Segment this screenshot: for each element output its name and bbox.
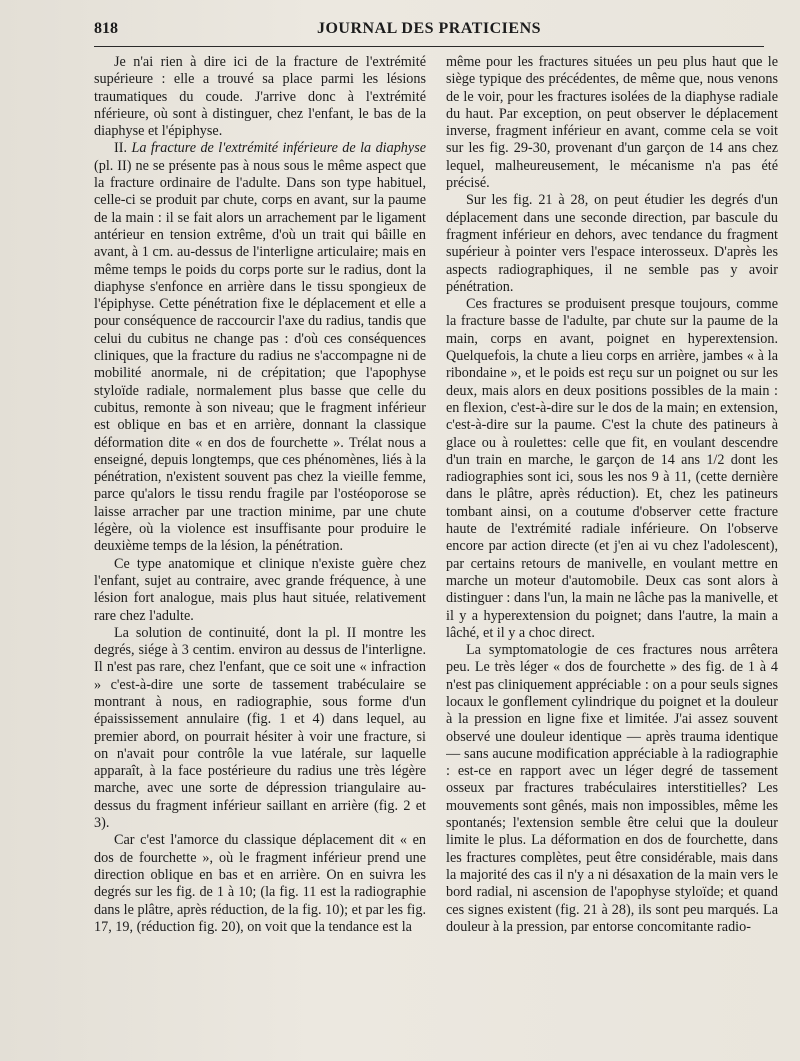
right-column bbox=[446, 54, 778, 1054]
section-heading: La fracture de l'extrémité inférieure de la diaphyse bbox=[131, 140, 426, 157]
paragraph: La solution de continuité, dont la pl. II montre les degrés, siége à 3 centim. environ au dessus de l'interligne. Il n'est pas rare, chez l'enfant, que ce soit une « infraction » c'est-à-dire une sorte de tassement trabéculaire se montrant à nous, en radiographie, sous forme d'un épaississement annulaire (fig. 1 et 4) dans lequel, au premier abord, on pourrait hésiter à voir une fracture, si on n'avait pour contrôle la vue latérale, sur laquelle apparaît, à la face postérieure du radius une très légère marche, avec une sorte de dépression triangulaire au-dessus du fragment inférieur saillant en arrière (fig. 2 et 3). bbox=[94, 624, 426, 832]
header-rule bbox=[94, 46, 764, 47]
running-head: JOURNAL DES PRATICIENS bbox=[316, 20, 542, 37]
paragraph: Je n'ai rien à dire ici de la fracture de l'extrémité supérieure : elle a trouvé sa place parmi les lésions traumatiques du coude. J'arrive donc à l'extrémité nférieure, où sont à distinguer, chez l'enfant, le bas de la diaphyse et l'épiphyse. bbox=[94, 54, 426, 140]
paragraph bbox=[94, 140, 426, 555]
section-number: II. bbox=[114, 140, 127, 157]
left-column bbox=[94, 54, 426, 1054]
paragraph-body: (pl. II) ne se présente pas à nous sous le même aspect que la fracture ordinaire de l'adulte. Dans son type habituel, celle-ci se produit par chute, corps en avant, sur la paume de la main : il se fait alors un arrachement par le ligament antérieur en tension extrême, d'où un trait qui bâille en avant, à 1 cm. au-dessus de l'interligne articulaire; mais en même temps le poids du corps porte sur le radius, dont la diaphyse s'enfonce en arrière dans le tissu spongieux de l'épiphyse. Cette pénétration fixe le déplacement et elle a pour conséquence de raccourcir l'axe du radius, tandis que celui du cubitus ne change pas : d'où ces conséquences cliniques, que la fracture du radius ne s'accompagne ni de mobilité anormale, ni de crépitation; que l'apophyse styloïde radiale, normalement plus basse que celle du cubitus, remonte à son niveau; que le fragment inférieur est oblique en bas et en arrière, donnant la classique déformation dite « en dos de fourchette ». Trélat nous a enseigné, depuis longtemps, que ces phénomènes, liés à la pénétration, n'existent souvent pas chez la vieille femme, parce qu'alors le tissu rendu fragile par l'ostéoporose se laisse arracher par une traction minime, par une chute légère, où la violence est insuffisante pour produire le deuxième temps de la lésion, la pénétration. bbox=[94, 157, 426, 555]
paragraph: La symptomatologie de ces fractures nous arrêtera peu. Le très léger « dos de fourchette » des fig. de 1 à 4 n'est pas cliniquement appréciable : on a pour seuls signes locaux le gonflement cylindrique du poignet et la douleur à la pression en ligne fixe et limitée. J'ai assez souvent observé une douleur identique — après trauma identique — sans aucune modification appréciable à la radiographie : est-ce en rapport avec un léger degré de tassement osseux par fractures trabéculaires interstitielles? Les mouvements sont gênés, mais non impossibles, même les spontanés; l'extension semble être celui que la douleur limite le plus. La déformation en dos de fourchette, dans les fractures complètes, peut être considérable, mais dans la majorité des cas il n'y a ni désaxation de la main vers le bord radial, ni ascension de l'apophyse styloïde; et quand ces signes existent (fig. 21 à 28), ils sont peu marqués. La douleur à la pression, par entorse concomitante radio- bbox=[446, 642, 778, 935]
page-number: 818 bbox=[94, 20, 118, 37]
paragraph: Ce type anatomique et clinique n'existe guère chez l'enfant, sujet au contraire, avec grande fréquence, à une lésion fort analogue, mais plus haut située, relativement rare chez l'adulte. bbox=[94, 555, 426, 624]
paragraph: Ces fractures se produisent presque toujours, comme la fracture basse de l'adulte, par chute sur la paume de la main, corps en avant, poignet en hyperextension. Quelquefois, la chute a lieu corps en arrière, jambes « à la ribondaine », et le poids est reçu sur un poignet ou sur les deux, mais alors en deux positions possibles de la main : en flexion, c'est-à-dire sur le dos de la main; en extension, c'est-à-dire sur la paume. C'est la chute des patineurs à glace ou à roulettes: celle que fit, en voulant descendre d'un train en marche, le garçon de 14 ans 1/2 dont les radiographies sont ici, sous les nos 9 à 11, (cette dernière dans le plâtre, après réduction). Et, chez les patineurs tombant ainsi, on a coutume d'observer cette fracture haute de l'extrémité radiale inférieure. On l'observe encore par action directe (et j'en ai vu chez l'adolescent), par certains retours de manivelle, en voulant mettre en marche un moteur d'automobile. Deux cas sont alors à distinguer : dans l'un, la main ne lâche pas la manivelle, et il y a hyperextension du poignet; dans l'autre, la main a lâché, et il y a choc direct. bbox=[446, 296, 778, 641]
paragraph: même pour les fractures situées un peu plus haut que le siège typique des précédentes, de même que, nous venons de le voir, pour les fractures isolées de la diaphyse radiale du haut. Par exception, on peut observer le déplacement inverse, fragment inférieur en avant, comme cela se voit sur les fig. 29-30, provenant d'un garçon de 14 ans chez lequel, malheureusement, le mécanisme n'a pas été précisé. bbox=[446, 54, 778, 192]
page-header bbox=[94, 16, 764, 46]
paragraph: Car c'est l'amorce du classique déplacement dit « en dos de fourchette », où le fragment inférieur prend une direction oblique en bas et en arrière. On en suivra les degrés sur les fig. de 1 à 10; (la fig. 11 est la radiographie dans le plâtre, après réduction, de la fig. 10); et par les fig. 17, 19, (réduction fig. 20), on voit que la tendance est la bbox=[94, 832, 426, 935]
paragraph: Sur les fig. 21 à 28, on peut étudier les degrés d'un déplacement dans une seconde direction, par bascule du fragment inférieur en dehors, avec tendance du fragment supérieur à pointer vers l'espace interosseux. D'après les aspects radiographiques, il ne semble pas y avoir pénétration. bbox=[446, 192, 778, 295]
